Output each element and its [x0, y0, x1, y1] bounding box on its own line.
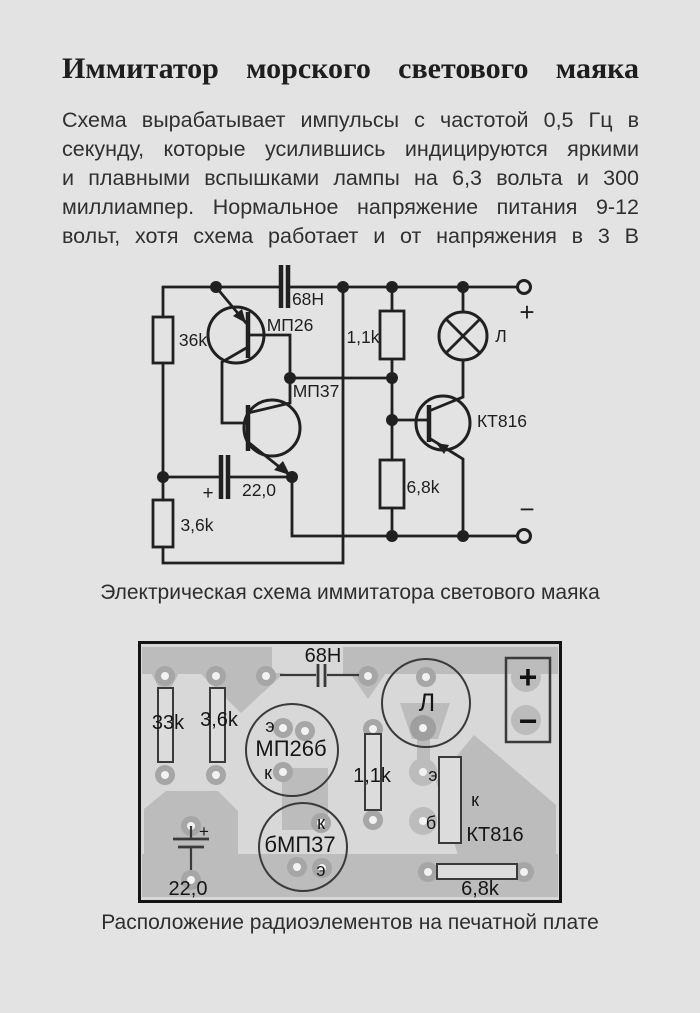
pcb-6k8-label: 6,8k [461, 878, 499, 900]
paragraph-line: вольт, хотя схема работает и от напряжения в 3 В [62, 224, 639, 248]
capacitor-22u-label: 22,0 [241, 480, 277, 500]
pcb-figure [138, 641, 562, 903]
paragraph-line: секунду, которые усилившись индицируются яркими [62, 137, 639, 161]
pcb-mp26-collector-pin: к [264, 763, 272, 783]
resistor-3k6-label: 3,6k [180, 515, 214, 535]
transistor-mp37-label: МП37 [292, 381, 340, 401]
pcb-kt816-base-pin: б [425, 813, 437, 833]
pcb-mp37-label: бМП37 [264, 832, 336, 857]
pcb-3k6-label: 3,6k [200, 709, 238, 731]
pcb-22u-plus: + [199, 822, 209, 841]
minus-sign: − [519, 494, 535, 524]
resistor-6k8 [380, 460, 440, 508]
capacitor-22u [202, 455, 276, 504]
pcb-kt816-emitter-pin: э [428, 765, 438, 785]
resistor-1k1 [346, 311, 404, 359]
lamp-symbol [439, 312, 507, 360]
pcb-minus-sign: − [518, 703, 538, 739]
pcb-caption: Расположение радиоэлементов на печатной плате [101, 911, 599, 934]
transistor-kt816-label: КТ816 [476, 411, 528, 431]
capacitor-22u-plus: + [202, 483, 214, 504]
resistor-3k6 [153, 500, 214, 547]
plus-terminal-icon [518, 281, 531, 294]
transistor-mp26-label: МП26 [266, 315, 314, 335]
pcb-mp37-emitter-pin: э [316, 860, 326, 880]
transistor-mp37 [244, 378, 339, 477]
intro-paragraph [62, 106, 639, 251]
pcb-mp26-label: МП26б [255, 736, 327, 761]
plus-sign: + [519, 297, 535, 327]
lamp-label: Л [495, 326, 507, 346]
transistor-kt816 [416, 360, 527, 536]
pcb-mp37-collector-pin: к [317, 813, 325, 833]
schematic-caption: Электрическая схема иммитатора светового маяка [100, 581, 600, 604]
pcb-mp26-emitter-pin: э [265, 716, 275, 736]
resistor-36k-label: 36k [178, 330, 208, 350]
pcb-kt816-label: КТ816 [466, 824, 524, 846]
paragraph-line: миллиампер. Нормальное напряжение питания 9-12 [62, 195, 639, 219]
paragraph-line: Схема вырабатывает импульсы с частотой 0,5 Гц в [62, 108, 639, 132]
pcb-22u-label: 22,0 [168, 878, 208, 900]
page-title: Иммитатор морского светового маяка [62, 52, 639, 85]
resistor-36k [153, 317, 207, 363]
pcb-transistor-kt816 [439, 757, 461, 843]
pcb-33k-label: 33k [151, 712, 185, 734]
paragraph-line: и плавными вспышками лампы на 6,3 вольта и 300 [62, 166, 639, 190]
pcb-1k1-label: 1,1k [353, 765, 391, 787]
pcb-68n-label: 68Н [304, 645, 342, 667]
minus-terminal-icon [518, 530, 531, 543]
resistor-1k1-label: 1,1k [346, 327, 380, 347]
schematic-figure [0, 255, 700, 575]
pcb-plus-sign: + [518, 659, 538, 695]
capacitor-68n-label: 68Н [291, 289, 325, 309]
resistor-6k8-label: 6,8k [406, 477, 440, 497]
pcb-lamp-label: Л [418, 689, 436, 717]
pcb-resistor-6k8 [437, 864, 517, 879]
pcb-kt816-collector-pin: к [471, 790, 479, 810]
